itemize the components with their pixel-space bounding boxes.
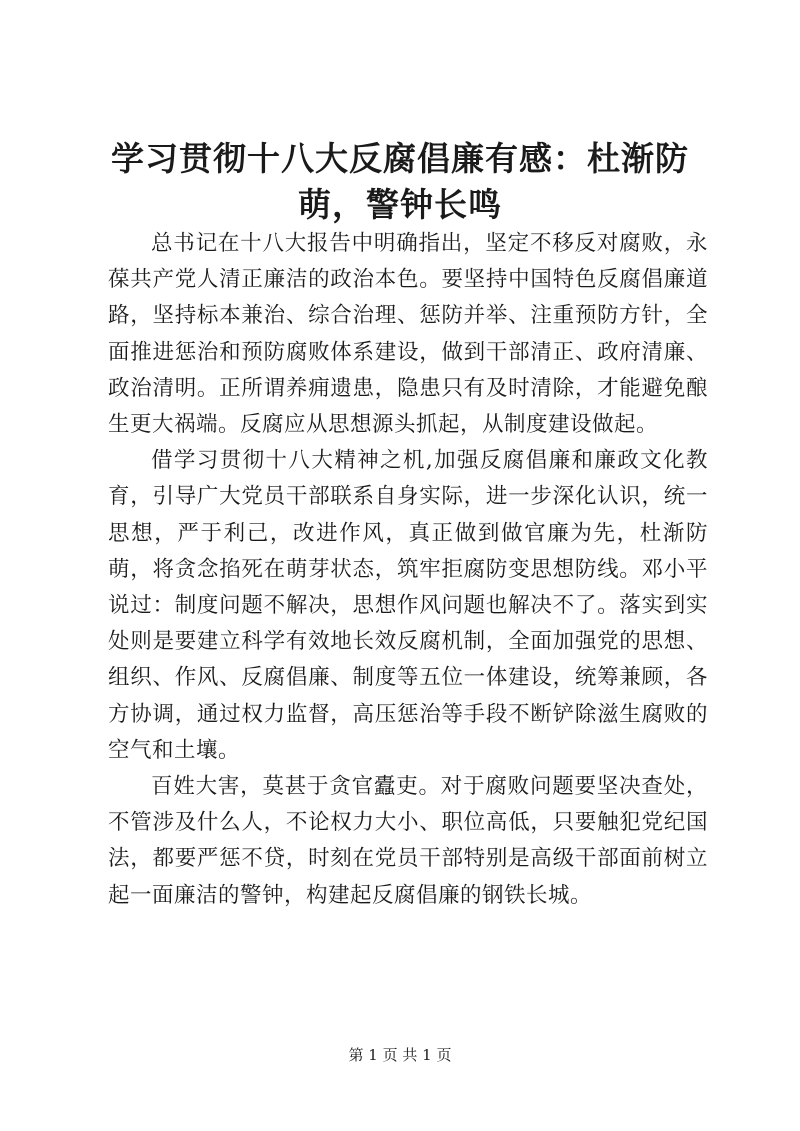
document-title: 学习贯彻十八大反腐倡廉有感：杜渐防萌，警钟长鸣 bbox=[111, 139, 689, 224]
paragraph-2: 借学习贯彻十八大精神之机,加强反腐倡廉和廉政文化教育，引导广大党员干部联系自身实际，进一步深化认识，统一思想，严于利己，改进作风，真正做到做官廉为先，杜渐防萌，将贪念掐死在萌芽状态，筑牢拒腐防变思想防线。邓小平说过：制度问题不解决，思想作风问题也解决不了。落实到实处则是要建立科学有效地长效反腐机制，全面加强党的思想、组织、作风、反腐倡廉、制度等五位一体建设，统筹兼顾，各方协调，通过权力监督，高压惩治等手段不断铲除滋生腐败的空气和土壤。 bbox=[108, 448, 708, 763]
document-body bbox=[108, 226, 708, 914]
paragraph-1: 总书记在十八大报告中明确指出，坚定不移反对腐败，永葆共产党人清正廉洁的政治本色。要坚持中国特色反腐倡廉道路，坚持标本兼治、综合治理、惩防并举、注重预防方针，全面推进惩治和预防腐败体系建设，做到干部清正、政府清廉、政治清明。正所谓养痈遗患，隐患只有及时清除，才能避免酿生更大祸端。反腐应从思想源头抓起，从制度建设做起。 bbox=[108, 231, 708, 438]
page-footer: 第 1 页 共 1 页 bbox=[348, 1046, 452, 1064]
paragraph-3: 百姓大害，莫甚于贪官蠹吏。对于腐败问题要坚决查处，不管涉及什么人，不论权力大小、职位高低，只要触犯党纪国法，都要严惩不贷，时刻在党员干部特别是高级干部面前树立起一面廉洁的警钟，构建起反腐倡廉的钢铁长城。 bbox=[108, 774, 708, 908]
